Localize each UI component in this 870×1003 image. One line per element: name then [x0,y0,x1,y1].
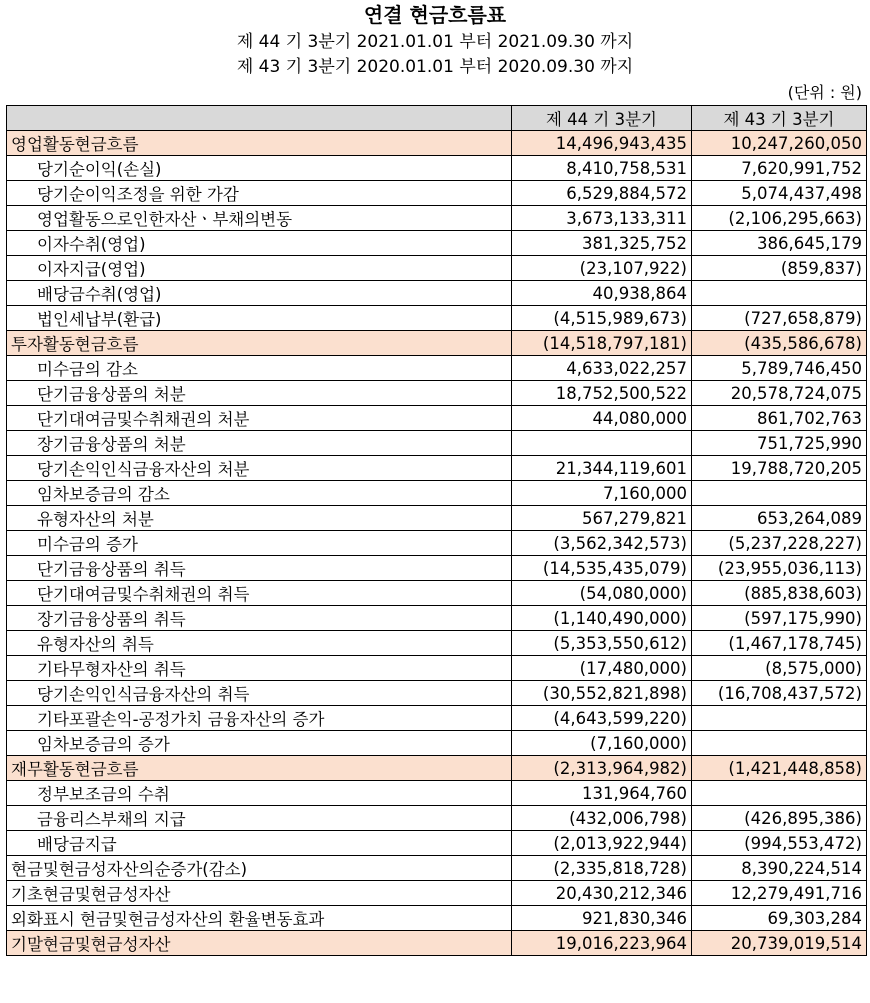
current-period-value: (432,006,798) [512,806,692,831]
prior-period-value: 20,578,724,075 [692,381,867,406]
prior-period-value: (885,838,603) [692,581,867,606]
prior-period-value: 5,789,746,450 [692,356,867,381]
table-row [7,756,867,781]
table-row [7,481,867,506]
prior-period-value: (5,237,228,227) [692,531,867,556]
prior-period-value: (1,467,178,745) [692,631,867,656]
row-label: 단기대여금및수취채권의 처분 [7,406,512,431]
row-label: 영업활동으로인한자산ㆍ부채의변동 [7,206,512,231]
prior-period-value: 19,788,720,205 [692,456,867,481]
prior-period-value: 7,620,991,752 [692,156,867,181]
row-label: 이자수취(영업) [7,231,512,256]
table-row [7,706,867,731]
table-row [7,381,867,406]
prior-period-value: (859,837) [692,256,867,281]
table-row [7,131,867,156]
current-period-value: (23,107,922) [512,256,692,281]
current-period-value [512,431,692,456]
row-label: 투자활동현금흐름 [7,331,512,356]
prior-period-value: (8,575,000) [692,656,867,681]
cash-flow-table [6,105,867,956]
row-label: 단기금융상품의 취득 [7,556,512,581]
table-row [7,506,867,531]
current-period-value: (5,353,550,612) [512,631,692,656]
prior-period-value: (1,421,448,858) [692,756,867,781]
prior-period-value: (994,553,472) [692,831,867,856]
current-period-value: 921,830,346 [512,906,692,931]
table-row [7,831,867,856]
prior-period-value: 69,303,284 [692,906,867,931]
row-label: 기말현금및현금성자산 [7,931,512,956]
current-period-value: (2,335,818,728) [512,856,692,881]
prior-period-value: 8,390,224,514 [692,856,867,881]
row-label: 단기대여금및수취채권의 취득 [7,581,512,606]
table-row [7,156,867,181]
header-current-period: 제 44 기 3분기 [512,106,692,131]
row-label: 유형자산의 처분 [7,506,512,531]
prior-period-value: (426,895,386) [692,806,867,831]
table-row [7,306,867,331]
header-prior-period: 제 43 기 3분기 [692,106,867,131]
table-row [7,231,867,256]
current-period-value: (2,013,922,944) [512,831,692,856]
row-label: 기타무형자산의 취득 [7,656,512,681]
current-period-value: 18,752,500,522 [512,381,692,406]
unit-label: (단위 : 원) [787,83,862,102]
table-row [7,731,867,756]
current-period-value: 21,344,119,601 [512,456,692,481]
row-label: 임차보증금의 감소 [7,481,512,506]
row-label: 당기손익인식금융자산의 처분 [7,456,512,481]
row-label: 미수금의 증가 [7,531,512,556]
prior-period-value: 12,279,491,716 [692,881,867,906]
prior-period-value: 386,645,179 [692,231,867,256]
row-label: 당기순이익조정을 위한 가감 [7,181,512,206]
current-period-value: (7,160,000) [512,731,692,756]
current-period-value: (14,535,435,079) [512,556,692,581]
row-label: 배당금수취(영업) [7,281,512,306]
current-period-value: 131,964,760 [512,781,692,806]
statement-title: 연결 현금흐름표 [363,3,507,27]
row-label: 장기금융상품의 처분 [7,431,512,456]
table-row [7,581,867,606]
prior-period-value: 751,725,990 [692,431,867,456]
row-label: 재무활동현금흐름 [7,756,512,781]
table-row [7,281,867,306]
current-period-value: 44,080,000 [512,406,692,431]
current-period-value: (1,140,490,000) [512,606,692,631]
table-row [7,656,867,681]
table-row [7,406,867,431]
current-period-value: 40,938,864 [512,281,692,306]
row-label: 금융리스부채의 지급 [7,806,512,831]
prior-period-value: 20,739,019,514 [692,931,867,956]
table-header-row [7,106,867,131]
prior-period-value: 861,702,763 [692,406,867,431]
current-period-value: 4,633,022,257 [512,356,692,381]
row-label: 이자지급(영업) [7,256,512,281]
prior-period-value: 653,264,089 [692,506,867,531]
table-row [7,906,867,931]
prior-period-value: (597,175,990) [692,606,867,631]
row-label: 기타포괄손익-공정가치 금융자산의 증가 [7,706,512,731]
prior-period-value [692,481,867,506]
table-row [7,881,867,906]
current-period-value: 6,529,884,572 [512,181,692,206]
row-label: 단기금융상품의 처분 [7,381,512,406]
prior-period-value: 10,247,260,050 [692,131,867,156]
current-period-value: (54,080,000) [512,581,692,606]
prior-period-value [692,731,867,756]
table-row [7,256,867,281]
prior-period-value: 5,074,437,498 [692,181,867,206]
table-row [7,531,867,556]
period-prior: 제 43 기 3분기 2020.01.01 부터 2020.09.30 까지 [236,57,634,77]
table-body [7,131,867,956]
current-period-value: (3,562,342,573) [512,531,692,556]
prior-period-value: (2,106,295,663) [692,206,867,231]
current-period-value: 381,325,752 [512,231,692,256]
row-label: 배당금지급 [7,831,512,856]
current-period-value: 7,160,000 [512,481,692,506]
current-period-value: (2,313,964,982) [512,756,692,781]
current-period-value: (14,518,797,181) [512,331,692,356]
table-row [7,781,867,806]
row-label: 미수금의 감소 [7,356,512,381]
row-label: 장기금융상품의 취득 [7,606,512,631]
current-period-value: 3,673,133,311 [512,206,692,231]
row-label: 영업활동현금흐름 [7,131,512,156]
prior-period-value: (435,586,678) [692,331,867,356]
table-row [7,356,867,381]
table-row [7,931,867,956]
current-period-value: 20,430,212,346 [512,881,692,906]
prior-period-value: (23,955,036,113) [692,556,867,581]
row-label: 기초현금및현금성자산 [7,881,512,906]
prior-period-value [692,281,867,306]
current-period-value: (30,552,821,898) [512,681,692,706]
table-row [7,631,867,656]
header-item [7,106,512,131]
row-label: 외화표시 현금및현금성자산의 환율변동효과 [7,906,512,931]
row-label: 임차보증금의 증가 [7,731,512,756]
table-row [7,556,867,581]
row-label: 현금및현금성자산의순증가(감소) [7,856,512,881]
prior-period-value [692,781,867,806]
current-period-value: (4,643,599,220) [512,706,692,731]
prior-period-value [692,706,867,731]
prior-period-value: (727,658,879) [692,306,867,331]
table-row [7,181,867,206]
table-row [7,431,867,456]
row-label: 유형자산의 취득 [7,631,512,656]
table-row [7,606,867,631]
current-period-value: (17,480,000) [512,656,692,681]
current-period-value: 14,496,943,435 [512,131,692,156]
table-row [7,456,867,481]
current-period-value: 8,410,758,531 [512,156,692,181]
current-period-value: 19,016,223,964 [512,931,692,956]
current-period-value: (4,515,989,673) [512,306,692,331]
table-row [7,856,867,881]
period-current: 제 44 기 3분기 2021.01.01 부터 2021.09.30 까지 [236,32,634,52]
row-label: 당기손익인식금융자산의 취득 [7,681,512,706]
current-period-value: 567,279,821 [512,506,692,531]
table-row [7,681,867,706]
row-label: 법인세납부(환급) [7,306,512,331]
row-label: 정부보조금의 수취 [7,781,512,806]
prior-period-value: (16,708,437,572) [692,681,867,706]
table-row [7,806,867,831]
table-row [7,206,867,231]
row-label: 당기순이익(손실) [7,156,512,181]
table-row [7,331,867,356]
